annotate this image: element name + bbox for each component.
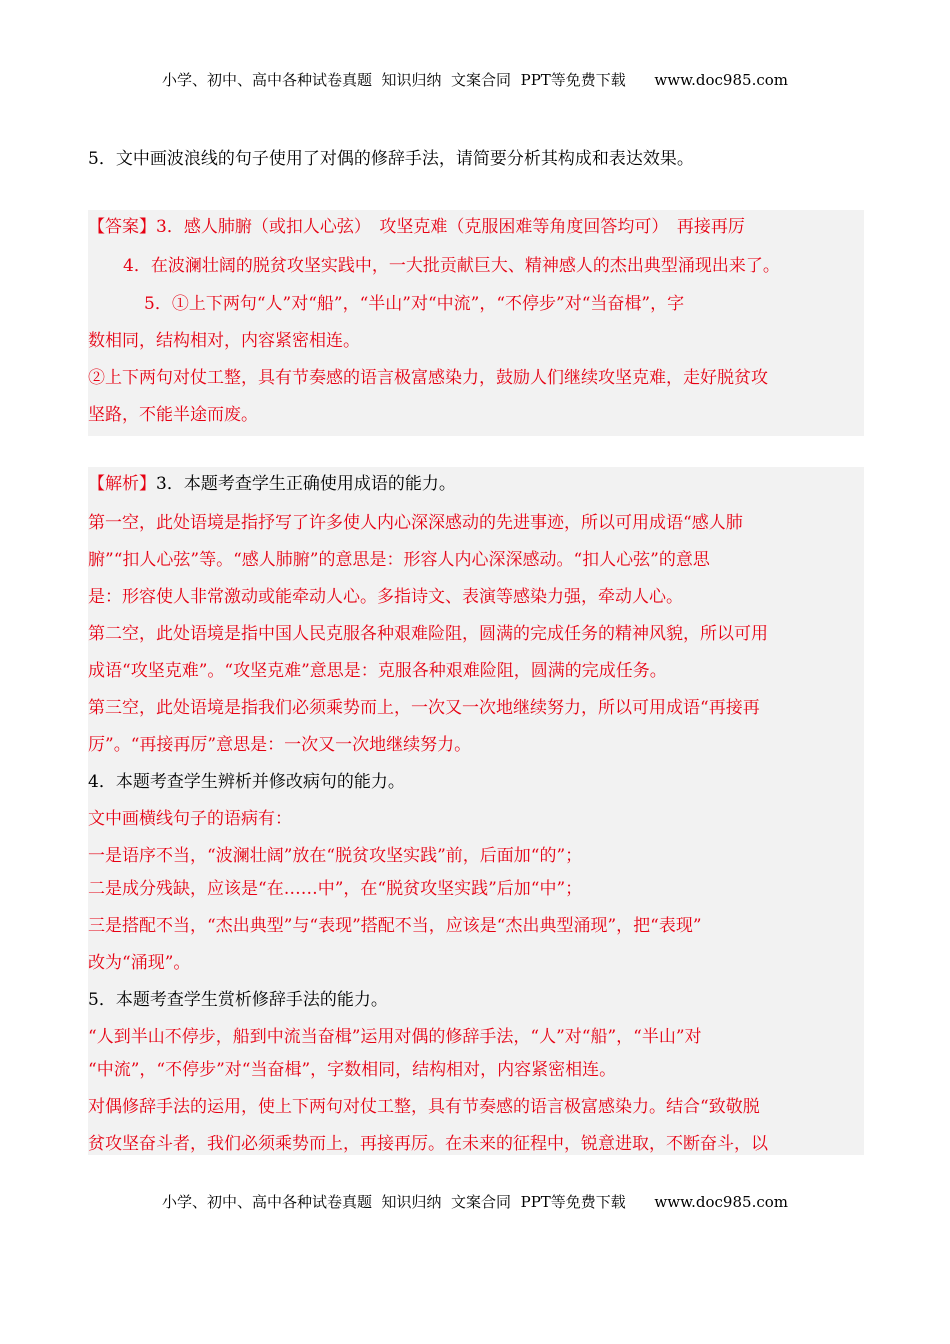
analysis-line-2: 第一空，此处语境是指抒写了许多使人内心深深感动的先进事迹，所以可用成语“感人肺	[88, 513, 743, 533]
analysis-text: 3．本题考查学生正确使用成语的能力。	[156, 474, 456, 494]
page-header: 小学、初中、高中各种试卷真题 知识归纳 文案合同 PPT等免费下载 www.doc985.com	[161, 71, 788, 89]
analysis-line-8: 厉”。“再接再厉”意思是：一次又一次地继续努力。	[88, 735, 472, 755]
answer-label: 【答案】	[88, 217, 156, 237]
question-5: 5．文中画波浪线的句子使用了对偶的修辞手法，请简要分析其构成和表达效果。	[88, 149, 694, 169]
answer-line-1	[88, 215, 745, 239]
analysis-line-16: “人到半山不停步，船到中流当奋楫”运用对偶的修辞手法，“人”对“船”，“半山”对	[88, 1027, 702, 1047]
analysis-line-18: 对偶修辞手法的运用，使上下两句对仗工整，具有节奏感的语言极富感染力。结合“致敬脱	[88, 1097, 760, 1117]
analysis-line-1	[88, 472, 456, 496]
answer-line-3: 5．①上下两句“人”对“船”，“半山”对“中流”，“不停步”对“当奋楫”，字	[144, 294, 685, 314]
analysis-line-12: 二是成分残缺，应该是“在……中”，在“脱贫攻坚实践”后加“中”；	[88, 879, 583, 899]
analysis-line-9: 4．本题考查学生辨析并修改病句的能力。	[88, 772, 405, 792]
analysis-line-6: 成语“攻坚克难”。“攻坚克难”意思是：克服各种艰难险阻，圆满的完成任务。	[88, 661, 667, 681]
analysis-line-11: 一是语序不当，“波澜壮阔”放在“脱贫攻坚实践”前，后面加“的”；	[88, 846, 583, 866]
analysis-line-3: 腑”“扣人心弦”等。“感人肺腑”的意思是：形容人内心深深感动。“扣人心弦”的意思	[88, 550, 710, 570]
answer-line-2: 4．在波澜壮阔的脱贫攻坚实践中，一大批贡献巨大、精神感人的杰出典型涌现出来了。	[123, 256, 780, 276]
analysis-line-7: 第三空，此处语境是指我们必须乘势而上，一次又一次地继续努力，所以可用成语“再接再	[88, 698, 760, 718]
analysis-line-17: “中流”，“不停步”对“当奋楫”，字数相同，结构相对，内容紧密相连。	[88, 1060, 617, 1080]
analysis-line-19: 贫攻坚奋斗者，我们必须乘势而上，再接再厉。在未来的征程中，锐意进取，不断奋斗，以	[88, 1134, 768, 1154]
answer-line-6: 坚路，不能半途而废。	[88, 405, 258, 425]
answer-text: 3．感人肺腑（或扣人心弦） 攻坚克难（克服困难等角度回答均可） 再接再厉	[156, 217, 745, 237]
answer-line-5: ②上下两句对仗工整，具有节奏感的语言极富感染力，鼓励人们继续攻坚克难，走好脱贫攻	[88, 368, 768, 388]
answer-line-4: 数相同，结构相对，内容紧密相连。	[88, 331, 360, 351]
analysis-line-5: 第二空，此处语境是指中国人民克服各种艰难险阻，圆满的完成任务的精神风貌，所以可用	[88, 624, 768, 644]
analysis-line-10: 文中画横线句子的语病有：	[88, 809, 292, 829]
analysis-line-4: 是：形容使人非常激动或能牵动人心。多指诗文、表演等感染力强，牵动人心。	[88, 587, 683, 607]
analysis-line-15: 5．本题考查学生赏析修辞手法的能力。	[88, 990, 388, 1010]
analysis-label: 【解析】	[88, 474, 156, 494]
analysis-line-13: 三是搭配不当，“杰出典型”与“表现”搭配不当，应该是“杰出典型涌现”，把“表现”	[88, 916, 702, 936]
analysis-line-14: 改为“涌现”。	[88, 953, 191, 973]
page-footer: 小学、初中、高中各种试卷真题 知识归纳 文案合同 PPT等免费下载 www.doc985.com	[161, 1193, 788, 1211]
